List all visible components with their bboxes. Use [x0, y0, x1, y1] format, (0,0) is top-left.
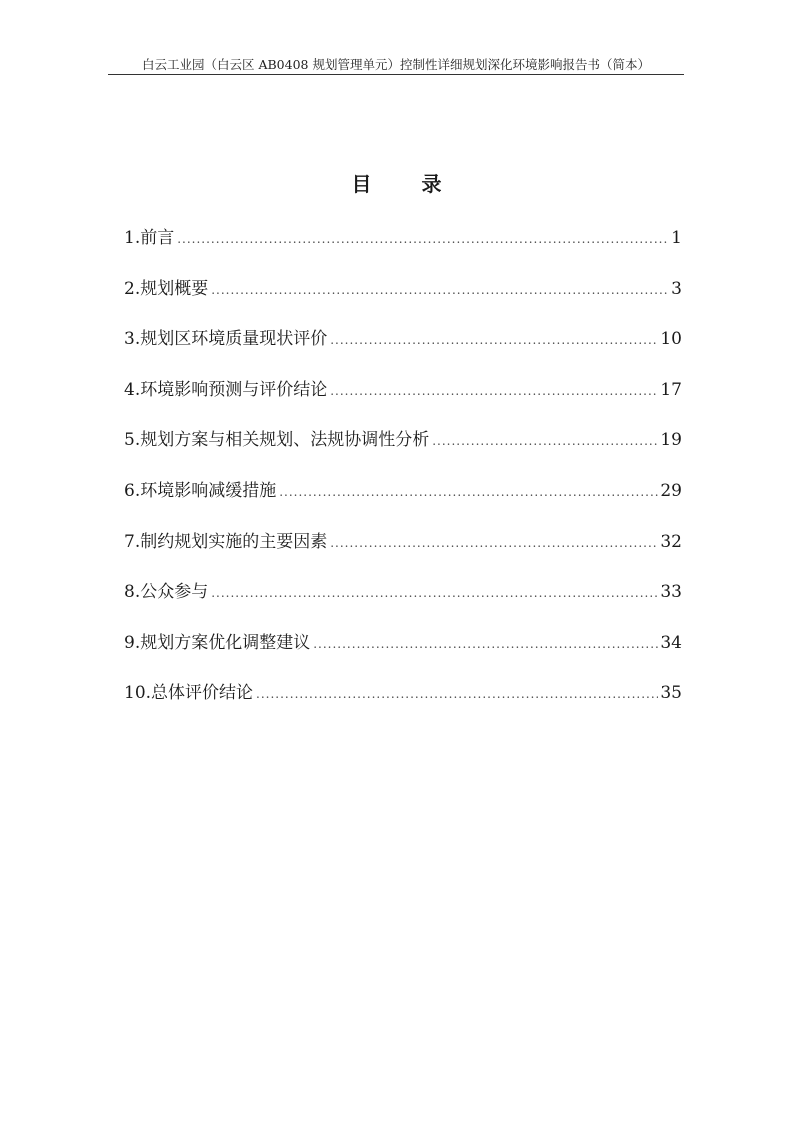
- toc-entry-8[interactable]: [124, 578, 682, 629]
- toc-entry-label: 10.总体评价结论: [124, 683, 254, 704]
- toc-entry-label: 4.环境影响预测与评价结论: [124, 379, 328, 400]
- toc-entry-9[interactable]: [124, 629, 682, 680]
- toc-entry-10[interactable]: [124, 679, 682, 730]
- toc-leader-dots: [211, 579, 658, 607]
- toc-leader-dots: [256, 680, 658, 708]
- toc-entry-page: 19: [660, 430, 682, 451]
- toc-leader-dots: [432, 427, 658, 455]
- header-divider: [108, 74, 684, 75]
- toc-entry-6[interactable]: [124, 477, 682, 528]
- toc-entry-page: 1: [671, 228, 682, 248]
- toc-entry-1[interactable]: [124, 224, 682, 275]
- toc-entry-label: 2.规划概要: [124, 278, 209, 299]
- toc-leader-dots: [330, 326, 658, 354]
- toc-entry-7[interactable]: [124, 528, 682, 579]
- toc-entry-label: 1.前言: [124, 228, 175, 248]
- toc-entry-page: 33: [660, 582, 682, 603]
- toc-entry-label: 5.规划方案与相关规划、法规协调性分析: [124, 430, 430, 451]
- toc-entry-page: 35: [660, 683, 682, 704]
- toc-entry-3[interactable]: [124, 325, 682, 376]
- toc-entry-page: 32: [660, 531, 682, 552]
- toc-leader-dots: [279, 478, 658, 506]
- toc-entry-label: 7.制约规划实施的主要因素: [124, 531, 328, 552]
- toc-entry-label: 8.公众参与: [124, 582, 209, 603]
- toc-leader-dots: [177, 225, 669, 253]
- toc-leader-dots: [313, 630, 658, 658]
- toc-leader-dots: [211, 276, 669, 304]
- toc-list: [124, 224, 682, 730]
- toc-title: [0, 170, 793, 198]
- toc-title-part1: 目: [351, 172, 372, 196]
- running-header: 白云工业园（白云区 AB0408 规划管理单元）控制性详细规划深化环境影响报告书（简本）: [142, 57, 650, 72]
- toc-entry-page: 29: [660, 480, 682, 501]
- toc-entry-page: 10: [660, 329, 682, 350]
- toc-entry-page: 34: [660, 632, 682, 653]
- toc-leader-dots: [330, 377, 658, 405]
- toc-entry-4[interactable]: [124, 376, 682, 427]
- toc-entry-label: 3.规划区环境质量现状评价: [124, 329, 328, 350]
- toc-entry-page: 3: [671, 278, 682, 299]
- toc-title-part2: 录: [421, 172, 442, 196]
- toc-entry-label: 9.规划方案优化调整建议: [124, 632, 311, 653]
- toc-entry-label: 6.环境影响减缓措施: [124, 480, 277, 501]
- toc-entry-5[interactable]: [124, 426, 682, 477]
- toc-leader-dots: [330, 529, 658, 557]
- toc-entry-2[interactable]: [124, 275, 682, 326]
- toc-entry-page: 17: [660, 379, 682, 400]
